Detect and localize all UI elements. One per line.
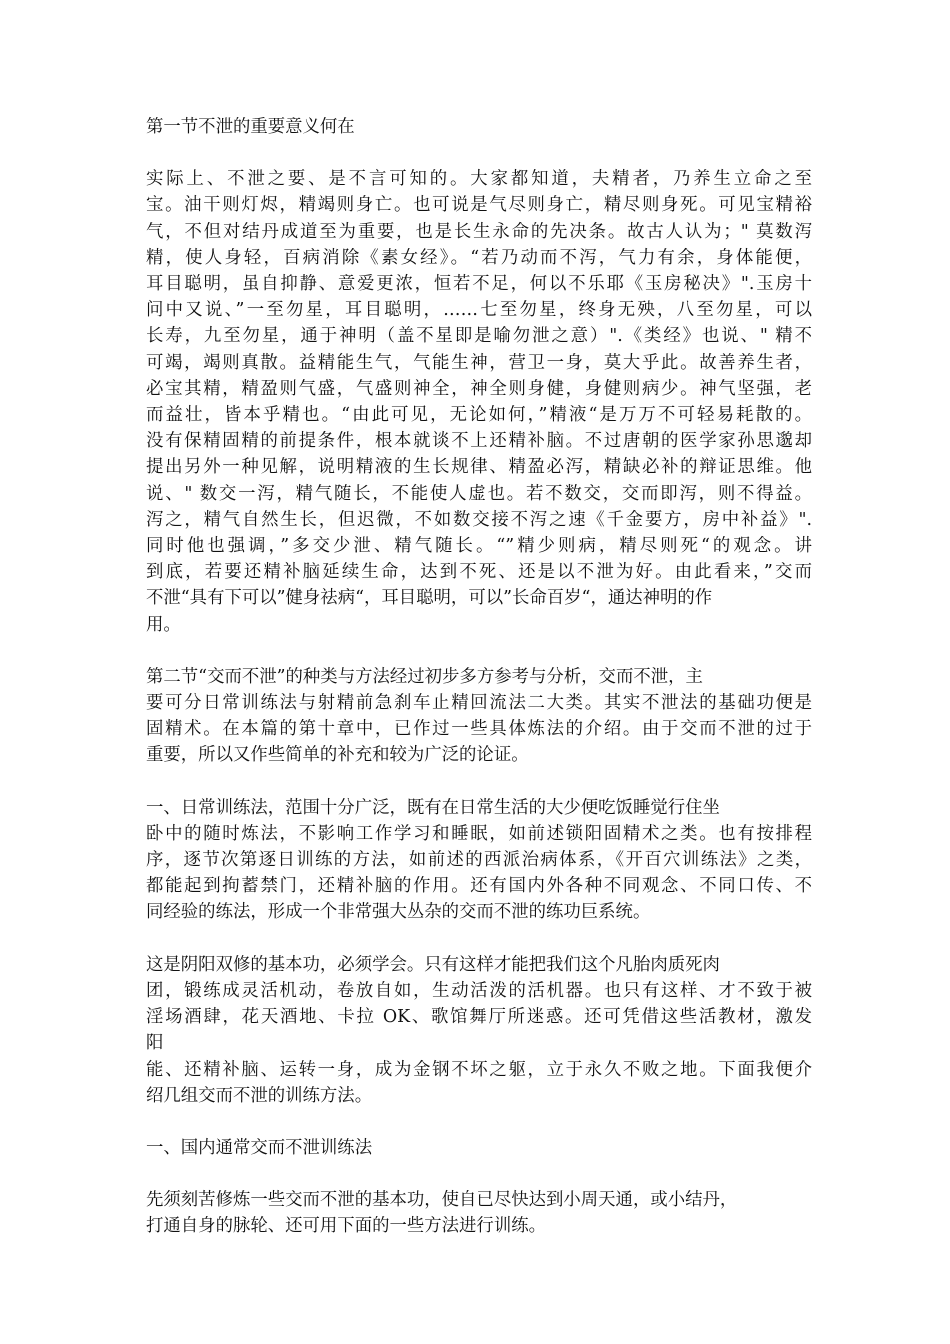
text-line: 实际上、不泄之要、是不言可知的。大家都知道，夫精者，乃养生立命之至 (146, 169, 812, 190)
text-line: 可竭，竭则真散。益精能生气，气能生神，营卫一身，莫大乎此。故善养生者， (146, 352, 812, 373)
paragraph-2 (146, 664, 812, 769)
text-line: 要可分日常训练法与射精前急刹车止精回流法二大类。其实不泄法的基础功便是 (146, 693, 812, 714)
text-line: 气，不但对结丹成道至为重要，也是长生永命的先决条。故古人认为；" 莫数泻 (146, 221, 812, 242)
text-line: 问中又说、”一至勿星，耳目聪明，……七至勿星，终身无殃，八至勿星，可以 (146, 300, 812, 321)
text-line: 阳 (146, 1033, 164, 1054)
text-line: 精，使人身轻，百病消除《素女经》。“若乃动而不泻，气力有余，身体能便， (146, 247, 812, 268)
text-line: 同时他也强调，”多交少泄、精气随长。“”精少则病，精尽则死“的观念。讲 (146, 536, 812, 557)
paragraph-3 (146, 795, 812, 926)
text-line: 重要，所以又作些简单的补充和较为广泛的论证。 (146, 745, 529, 766)
text-line: 卧中的随时炼法，不影响工作学习和睡眠，如前述锁阳固精术之类。也有按排程 (146, 823, 812, 844)
text-line: 长寿，九至勿星，通于神明（盖不星即是喻勿泄之意）".《类经》也说、" 精不 (146, 326, 812, 347)
text-line: 淫场酒肆，花天酒地、卡拉 OK、歌馆舞厅所迷惑。还可凭借这些活教材，激发 (146, 1007, 812, 1028)
text-line: 用。 (146, 614, 181, 635)
text-line: 必宝其精，精盈则气盛，气盛则神全，神全则身健，身健则病少。神气坚强，老 (146, 378, 812, 399)
text-line: 先须刻苦修炼一些交而不泄的基本功，使自已尽快达到小周天通，或小结丹， (146, 1190, 738, 1211)
text-line: 宝。油干则灯烬，精竭则身亡。也可说是气尽则身亡，精尽则身死。可见宝精裕 (146, 195, 812, 216)
document-page (146, 114, 812, 1240)
text-line: 耳目聪明，虽自抑静、意爱更浓，恒若不足，何以不乐耶《玉房秘决》".玉房十 (146, 274, 812, 295)
paragraph-1 (146, 166, 812, 638)
text-line: 一、日常训练法，范围十分广泛，既有在日常生活的大少便吃饭睡觉行住坐 (146, 797, 720, 818)
text-line: 到底，若要还精补脑延续生命，达到不死、还是以不泄为好。由此看来，”交而 (146, 562, 812, 583)
text-line: 说、" 数交一泻，精气随长，不能使人虚也。若不数交，交而即泻，则不得益。 (146, 483, 812, 504)
text-line: 提出另外一种见解，说明精液的生长规律、精盈必泻，精缺必补的辩证思维。他 (146, 457, 812, 478)
text-line: 固精术。在本篇的第十章中，已作过一些具体炼法的介绍。由于交而不泄的过于 (146, 719, 812, 740)
text-line: 同经验的练法，形成一个非常强大丛杂的交而不泄的练功巨系统。 (146, 902, 651, 923)
section-heading-2: 一、国内通常交而不泄训练法 (146, 1137, 373, 1158)
text-line: 不泄“具有下可以”健身祛病“，耳目聪明，可以”长命百岁“，通达神明的作 (146, 588, 713, 609)
text-line: 没有保精固精的前提条件，根本就谈不上还精补脑。不过唐朝的医学家孙思邈却 (146, 431, 812, 452)
section-heading-1: 第一节不泄的重要意义何在 (146, 117, 355, 137)
paragraph-4 (146, 952, 812, 1109)
text-line: 打通自身的脉轮、还可用下面的一些方法进行训练。 (146, 1216, 546, 1237)
text-line: 这是阴阳双修的基本功，必须学会。只有这样才能把我们这个凡胎肉质死肉 (146, 954, 720, 975)
text-line: 而益壮，皆本乎精也。“由此可见，无论如何，”精液“是万万不可轻易耗散的。 (146, 405, 812, 426)
text-line: 第二节“交而不泄”的种类与方法经过初步多方参考与分析，交而不泄，主 (146, 666, 703, 687)
text-line: 序，逐节次第逐日训练的方法，如前述的西派治病体系，《开百穴训练法》之类， (146, 850, 812, 871)
text-line: 都能起到拘蓄禁门，还精补脑的作用。还有国内外各种不同观念、不同口传、不 (146, 876, 812, 897)
text-line: 团，锻练成灵活机动，卷放自如，生动活泼的活机器。也只有这样、才不致于被 (146, 980, 812, 1001)
text-line: 能、还精补脑、运转一身，成为金钢不坏之躯，立于永久不败之地。下面我便介 (146, 1059, 812, 1080)
paragraph-5 (146, 1187, 812, 1239)
text-line: 泻之，精气自然生长，但迟微，不如数交接不泻之速《千金要方，房中补益》". (146, 509, 812, 530)
text-line: 绍几组交而不泄的训练方法。 (146, 1085, 373, 1106)
